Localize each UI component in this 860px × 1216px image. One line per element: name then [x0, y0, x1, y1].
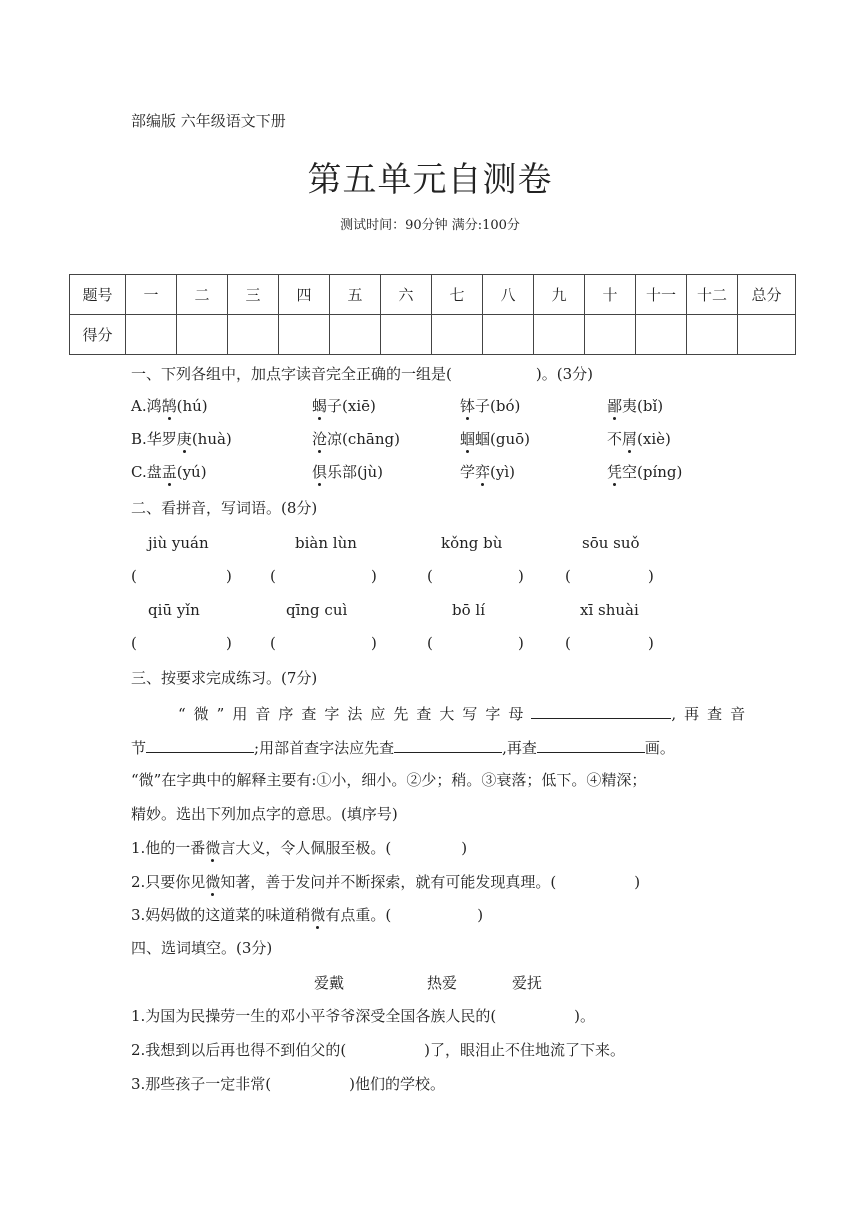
pinyin-label: jiù yuán	[148, 534, 209, 552]
pinyin-label: biàn lùn	[295, 534, 357, 552]
q4-item: 2.我想到以后再也得不到伯父的( )了，眼泪止不住地流了下来。	[131, 1041, 626, 1059]
word-option: 热爱	[427, 974, 458, 992]
answer-paren-open: (	[427, 634, 433, 652]
score-cell: 七	[432, 275, 483, 315]
test-info: 测试时间：90分钟 满分:100分	[340, 218, 520, 233]
answer-paren-close: )	[648, 567, 654, 585]
q3-paragraph: 节 ;用部首查字法应先查 ,再查 画。	[131, 736, 675, 758]
score-cell: 三	[228, 275, 279, 315]
q1-option: 不屑(xiè)	[607, 430, 671, 448]
q2-stem: 二、看拼音，写词语。(8分)	[131, 499, 318, 517]
answer-blank[interactable]	[531, 702, 671, 719]
score-input-cell[interactable]	[126, 315, 177, 355]
q1-stem: 一、下列各组中，加点字读音完全正确的一组是( )。(3分)	[131, 365, 593, 383]
q3-paragraph: “微”在字典中的解释主要有:①小，细小。②少；稍。③衰落；低下。④精深；	[131, 771, 647, 789]
score-cell: 十	[585, 275, 636, 315]
answer-paren-open: (	[565, 567, 571, 585]
q4-stem: 四、选词填空。(3分)	[131, 939, 273, 957]
score-input-cell[interactable]	[636, 315, 687, 355]
score-input-cell[interactable]	[738, 315, 796, 355]
answer-blank[interactable]	[438, 566, 518, 586]
pinyin-label: bō lí	[452, 601, 485, 619]
score-input-cell[interactable]	[585, 315, 636, 355]
score-cell: 十二	[687, 275, 738, 315]
q1-option: 学弈(yì)	[460, 463, 516, 481]
score-row-label: 得分	[70, 315, 126, 355]
score-input-cell[interactable]	[432, 315, 483, 355]
score-table-score-row	[70, 315, 796, 355]
score-input-cell[interactable]	[330, 315, 381, 355]
word-option: 爱抚	[512, 974, 543, 992]
answer-paren-open: (	[565, 634, 571, 652]
answer-paren-open: (	[270, 567, 276, 585]
q3-stem: 三、按要求完成练习。(7分)	[131, 669, 318, 687]
series-label: 部编版 六年级语文下册	[131, 112, 286, 130]
score-input-cell[interactable]	[177, 315, 228, 355]
score-input-cell[interactable]	[381, 315, 432, 355]
answer-blank[interactable]	[142, 633, 226, 653]
answer-blank[interactable]	[281, 633, 371, 653]
q3-paragraph: “微”用音序查字法应先查大写字母 ,再查音	[178, 702, 753, 724]
answer-paren-close: )	[226, 567, 232, 585]
q4-item: 3.那些孩子一定非常( )他们的学校。	[131, 1075, 446, 1093]
score-input-cell[interactable]	[228, 315, 279, 355]
q1-option: 凭空(píng)	[607, 463, 683, 481]
q1-option: 蝎子(xiē)	[312, 397, 376, 415]
answer-blank[interactable]	[281, 566, 371, 586]
answer-paren-close: )	[648, 634, 654, 652]
answer-paren-open: (	[131, 634, 137, 652]
score-input-cell[interactable]	[279, 315, 330, 355]
q1-option: A.鸿鹄(hú)	[131, 397, 208, 415]
pinyin-label: sōu suǒ	[582, 534, 640, 552]
word-option: 爱戴	[314, 974, 345, 992]
q1-option: B.华罗庚(huà)	[131, 430, 232, 448]
q1-option: 俱乐部(jù)	[312, 463, 384, 481]
answer-paren-close: )	[371, 567, 377, 585]
score-cell: 九	[534, 275, 585, 315]
answer-blank[interactable]	[146, 736, 254, 753]
answer-blank[interactable]	[576, 566, 648, 586]
score-cell: 二	[177, 275, 228, 315]
answer-paren-close: )	[371, 634, 377, 652]
pinyin-label: kǒng bù	[441, 534, 503, 552]
answer-paren-close: )	[226, 634, 232, 652]
answer-paren-open: (	[270, 634, 276, 652]
q1-option: 钵子(bó)	[460, 397, 521, 415]
q3-paragraph: 精妙。选出下列加点字的意思。(填序号)	[131, 805, 398, 823]
answer-blank[interactable]	[142, 566, 226, 586]
score-table-header-row	[70, 275, 796, 315]
q1-option: 蝈蝈(guō)	[460, 430, 531, 448]
answer-paren-open: (	[427, 567, 433, 585]
score-input-cell[interactable]	[483, 315, 534, 355]
score-input-cell[interactable]	[534, 315, 585, 355]
pinyin-label: qiū yǐn	[148, 601, 200, 619]
score-cell: 五	[330, 275, 381, 315]
answer-paren-close: )	[518, 634, 524, 652]
score-cell: 题号	[70, 275, 126, 315]
pinyin-label: xī shuài	[580, 601, 639, 619]
q1-option: 鄙夷(bǐ)	[607, 397, 664, 415]
answer-blank[interactable]	[394, 736, 502, 753]
q1-option: 沧凉(chāng)	[312, 430, 400, 448]
score-cell: 总分	[738, 275, 796, 315]
q4-item: 1.为国为民操劳一生的邓小平爷爷深受全国各族人民的( )。	[131, 1007, 596, 1025]
answer-blank[interactable]	[576, 633, 648, 653]
score-cell: 四	[279, 275, 330, 315]
score-cell: 十一	[636, 275, 687, 315]
answer-paren-close: )	[518, 567, 524, 585]
q3-item: 2.只要你见微知著，善于发问并不断探索，就有可能发现真理。( )	[131, 873, 641, 891]
page-title: 第五单元自测卷	[307, 160, 553, 200]
score-input-cell[interactable]	[687, 315, 738, 355]
pinyin-label: qīng cuì	[286, 601, 348, 619]
q3-item: 3.妈妈做的这道菜的味道稍微有点重。( )	[131, 906, 484, 924]
score-cell: 八	[483, 275, 534, 315]
score-table	[69, 274, 796, 355]
q1-option: C.盘盂(yú)	[131, 463, 207, 481]
answer-paren-open: (	[131, 567, 137, 585]
answer-blank[interactable]	[438, 633, 518, 653]
score-cell: 六	[381, 275, 432, 315]
q3-item: 1.他的一番微言大义，令人佩服至极。( )	[131, 839, 468, 857]
score-cell: 一	[126, 275, 177, 315]
answer-blank[interactable]	[537, 736, 645, 753]
